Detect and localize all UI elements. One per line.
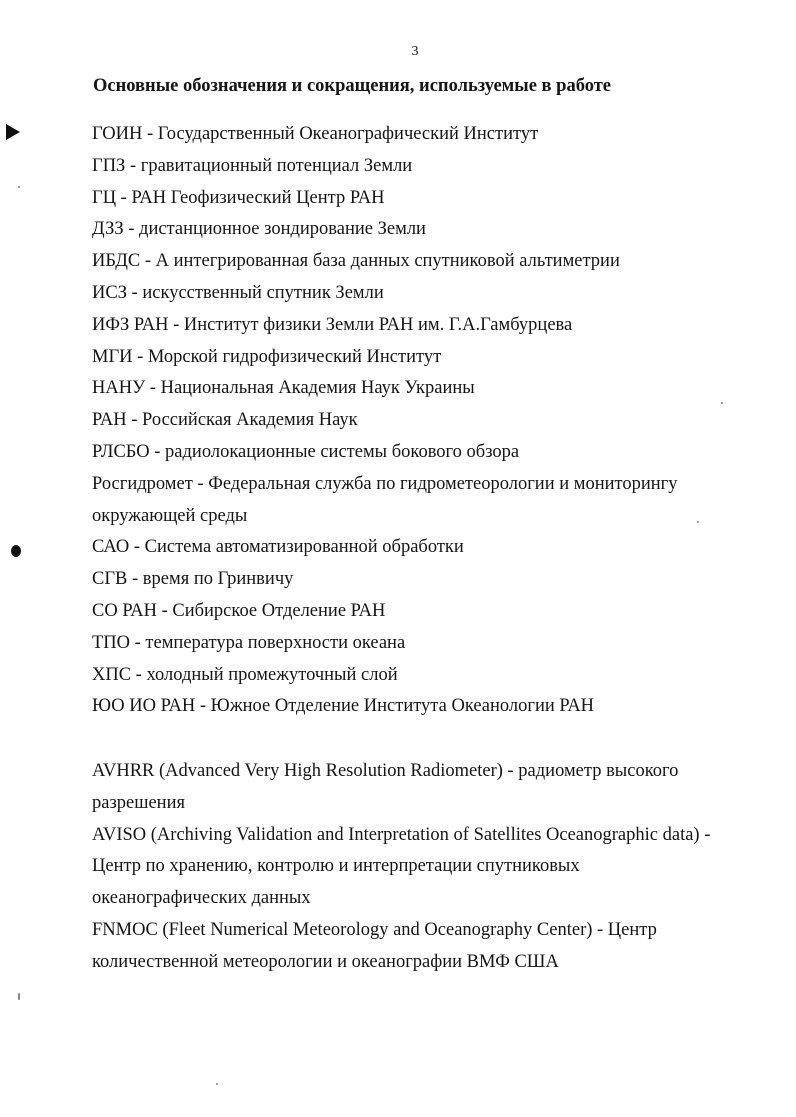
list-item: ГЦ - РАН Геофизический Центр РАН xyxy=(92,187,385,208)
list-item: СГВ - время по Гринвичу xyxy=(92,569,294,590)
list-item: МГИ - Морской гидрофизический Институт xyxy=(92,346,442,367)
list-item: ИБДС - А интегрированная база данных спутниковой альтиметрии xyxy=(92,251,620,272)
latin-abbreviation-list xyxy=(92,756,752,979)
list-item: ГОИН - Государственный Океанографический Институт xyxy=(92,124,539,144)
list-item: FNMOC (Fleet Numerical Meteorology and Oceanography Center) - Центр xyxy=(92,919,657,940)
list-item: разрешения xyxy=(92,792,185,813)
list-item: Росгидромет - Федеральная служба по гидрометеорологии и мониторингу xyxy=(92,473,678,494)
scan-speck xyxy=(18,186,20,188)
list-item: океанографических данных xyxy=(92,888,311,909)
list-item: ЮО ИО РАН - Южное Отделение Института Океанологии РАН xyxy=(92,696,595,717)
list-item: окружающей среды xyxy=(92,505,248,526)
scan-speck xyxy=(18,993,20,1000)
list-item: РАН - Российская Академия Наук xyxy=(92,410,358,431)
list-item: ИФЗ РАН - Институт физики Земли РАН им. Г.А.Гамбурцева xyxy=(92,314,573,335)
list-item: РЛСБО - радиолокационные системы бокового обзора xyxy=(92,441,520,462)
list-item: ДЗЗ - дистанционное зондирование Земли xyxy=(92,219,426,240)
list-item: ТПО - температура поверхности океана xyxy=(92,632,406,653)
list-item: СО РАН - Сибирское Отделение РАН xyxy=(92,600,386,621)
list-item: количественной метеорологии и океанографии ВМФ США xyxy=(92,951,559,972)
list-item: НАНУ - Национальная Академия Наук Украины xyxy=(92,378,475,399)
list-item: САО - Система автоматизированной обработки xyxy=(92,537,464,558)
list-item: Центр по хранению, контролю и интерпретации спутниковых xyxy=(92,856,580,877)
list-item: ХПС - холодный промежуточный слой xyxy=(92,664,398,685)
list-item: ГПЗ - гравитационный потенциал Земли xyxy=(92,155,413,176)
list-item: AVISO (Archiving Validation and Interpretation of Satellites Oceanographic data) - xyxy=(92,824,711,845)
abbreviation-list xyxy=(92,119,752,723)
margin-arrow-mark xyxy=(6,124,20,140)
page-number: 3 xyxy=(411,44,419,59)
list-item: AVHRR (Advanced Very High Resolution Radiometer) - радиометр высокого xyxy=(92,761,679,781)
scan-speck xyxy=(216,1083,218,1085)
margin-dot-mark xyxy=(11,545,21,557)
list-item: ИСЗ - искусственный спутник Земли xyxy=(92,282,384,303)
page-title: Основные обозначения и сокращения, используемые в работе xyxy=(93,76,612,96)
